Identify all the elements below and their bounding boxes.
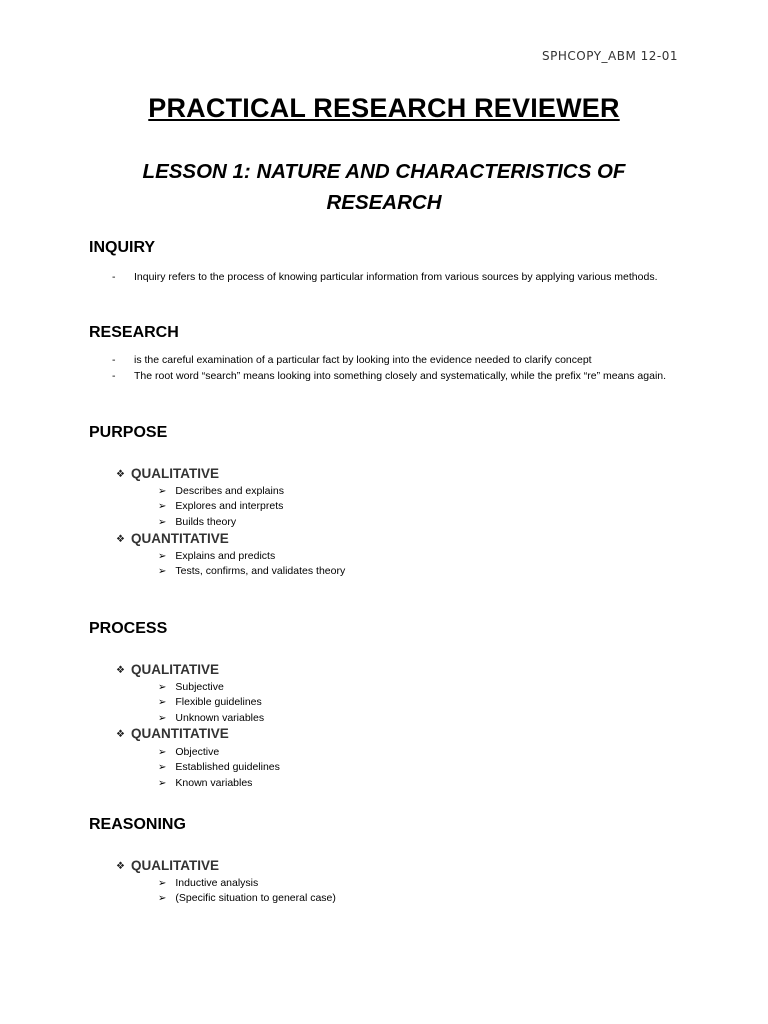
list-item: ➢ Established guidelines: [158, 761, 280, 773]
research-item-text: The root word “search” means looking into something closely and systematically, while the prefix “re” means again.: [134, 370, 667, 382]
purpose-qualitative-label: ❖ QUALITATIVE: [116, 466, 219, 481]
dash-bullet: -: [112, 354, 116, 366]
arrow-bullet-icon: ➢: [158, 893, 167, 904]
dash-bullet: -: [112, 271, 116, 283]
inquiry-item: [112, 269, 682, 285]
header-tag: SPHCOPY_ABM 12-01: [542, 49, 678, 63]
list-item: ➢ Unknown variables: [158, 712, 265, 724]
list-item: ➢ Explores and interprets: [158, 500, 284, 512]
arrow-bullet-icon: ➢: [158, 778, 167, 789]
list-item: ➢ Flexible guidelines: [158, 696, 262, 708]
process-qualitative-label: ❖ QUALITATIVE: [116, 662, 219, 677]
arrow-bullet-icon: ➢: [158, 551, 167, 562]
research-item-text: is the careful examination of a particular fact by looking into the evidence needed to clarify concept: [134, 354, 592, 366]
lesson-title-line-1: LESSON 1: NATURE AND CHARACTERISTICS OF: [142, 160, 626, 183]
arrow-bullet-icon: ➢: [158, 501, 167, 512]
lesson-title: [120, 156, 648, 218]
research-heading: RESEARCH: [89, 324, 179, 341]
list-item: ➢ Describes and explains: [158, 485, 284, 497]
lesson-title-line-2: RESEARCH: [326, 191, 442, 214]
arrow-bullet-icon: ➢: [158, 682, 167, 693]
page-title: PRACTICAL RESEARCH REVIEWER: [148, 93, 620, 123]
list-item: ➢ (Specific situation to general case): [158, 892, 336, 904]
list-item: ➢ Subjective: [158, 681, 224, 693]
reasoning-heading: REASONING: [89, 816, 186, 833]
dash-bullet: -: [112, 370, 116, 382]
arrow-bullet-icon: ➢: [158, 713, 167, 724]
list-item: ➢ Inductive analysis: [158, 877, 259, 889]
diamond-bullet-icon: ❖: [116, 861, 125, 872]
reasoning-qualitative-label: ❖ QUALITATIVE: [116, 858, 219, 873]
list-item: ➢ Tests, confirms, and validates theory: [158, 565, 346, 577]
arrow-bullet-icon: ➢: [158, 486, 167, 497]
process-heading: PROCESS: [89, 620, 168, 637]
purpose-quantitative-label: ❖ QUANTITATIVE: [116, 531, 229, 546]
research-item: [112, 352, 682, 368]
list-item: ➢ Known variables: [158, 777, 253, 789]
arrow-bullet-icon: ➢: [158, 517, 167, 528]
inquiry-item-text: Inquiry refers to the process of knowing particular information from various sources by applying various methods.: [134, 271, 658, 283]
list-item: ➢ Builds theory: [158, 516, 237, 528]
arrow-bullet-icon: ➢: [158, 697, 167, 708]
arrow-bullet-icon: ➢: [158, 878, 167, 889]
list-item: ➢ Objective: [158, 746, 220, 758]
diamond-bullet-icon: ❖: [116, 729, 125, 740]
arrow-bullet-icon: ➢: [158, 762, 167, 773]
arrow-bullet-icon: ➢: [158, 566, 167, 577]
list-item: ➢ Explains and predicts: [158, 550, 276, 562]
process-quantitative-label: ❖ QUANTITATIVE: [116, 726, 229, 741]
diamond-bullet-icon: ❖: [116, 534, 125, 545]
diamond-bullet-icon: ❖: [116, 665, 125, 676]
research-item: [112, 368, 682, 384]
inquiry-heading: INQUIRY: [89, 239, 156, 256]
arrow-bullet-icon: ➢: [158, 747, 167, 758]
purpose-heading: PURPOSE: [89, 424, 168, 441]
diamond-bullet-icon: ❖: [116, 469, 125, 480]
